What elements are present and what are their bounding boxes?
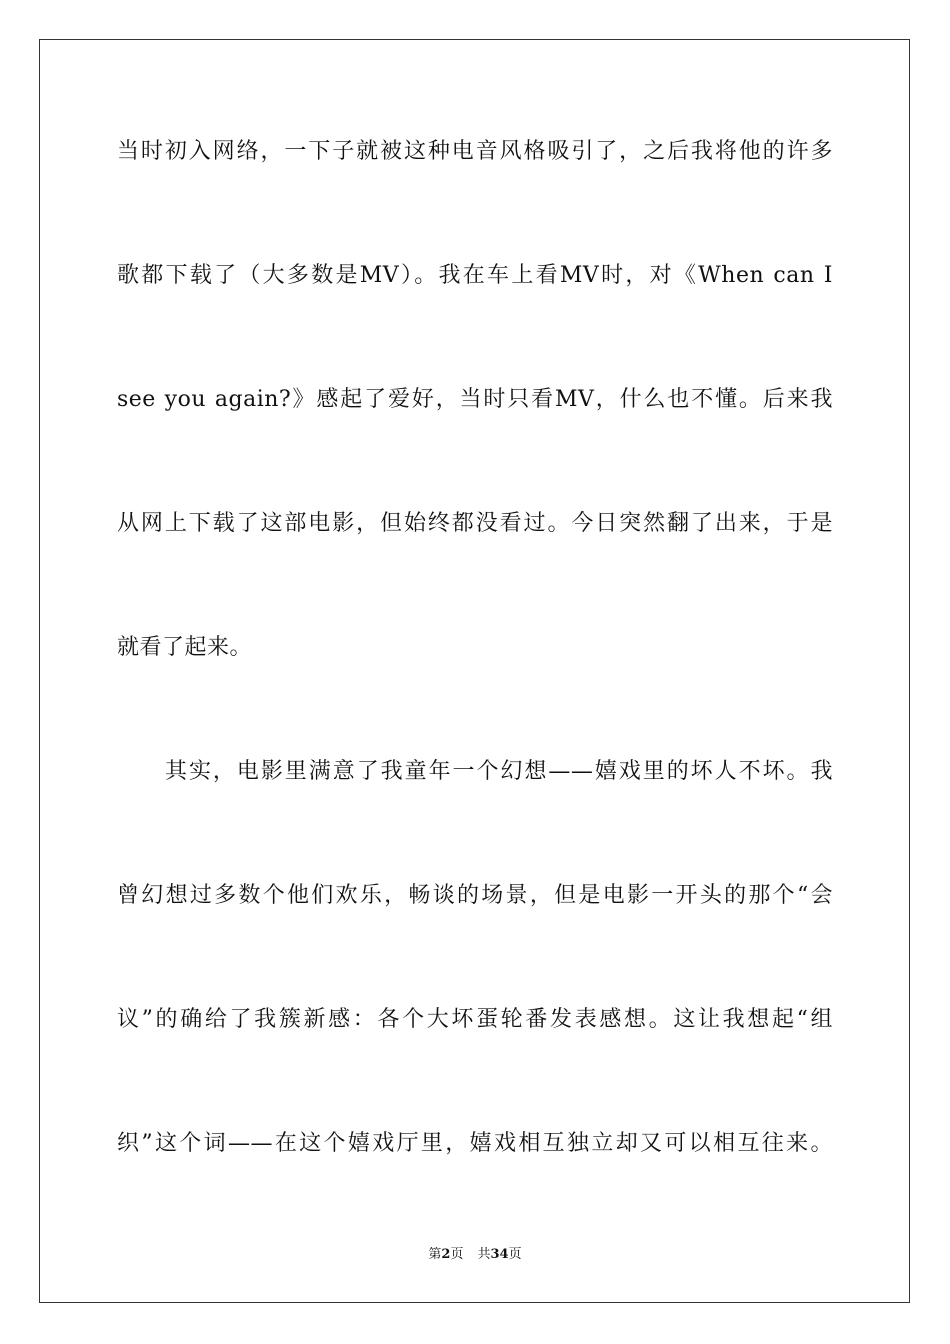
- page-border: [39, 39, 910, 1303]
- text-line-3: see you again?》感起了爱好，当时只看MV，什么也不懂。后来我: [117, 387, 833, 412]
- footer-page-suffix: 页: [450, 1247, 464, 1262]
- text-line-4: 从网上下载了这部电影，但始终都没看过。今日突然翻了出来，于是: [117, 511, 833, 536]
- footer-total-suffix: 页: [508, 1247, 522, 1262]
- text-line-9: 织”这个词——在这个嬉戏厅里，嬉戏相互独立却又可以相互往来。: [117, 1131, 833, 1156]
- text-line-2: 歌都下载了（大多数是MV）。我在车上看MV时，对《When can I: [117, 263, 833, 288]
- text-line-1: 当时初入网络，一下子就被这种电音风格吸引了，之后我将他的许多: [117, 139, 833, 164]
- footer-prefix: 第: [428, 1247, 442, 1262]
- text-line-8: 议”的确给了我簇新感：各个大坏蛋轮番发表感想。这让我想起“组: [117, 1007, 833, 1032]
- page-footer: [0, 1246, 950, 1264]
- footer-total-pages: 34: [490, 1247, 509, 1262]
- footer-total-prefix: 共: [477, 1247, 491, 1262]
- text-line-6: 其实，电影里满意了我童年一个幻想——嬉戏里的坏人不坏。我: [165, 759, 833, 784]
- text-line-7: 曾幻想过多数个他们欢乐，畅谈的场景，但是电影一开头的那个“会: [117, 883, 833, 908]
- text-line-5: 就看了起来。: [117, 635, 253, 660]
- footer-page-number: 2: [441, 1247, 451, 1262]
